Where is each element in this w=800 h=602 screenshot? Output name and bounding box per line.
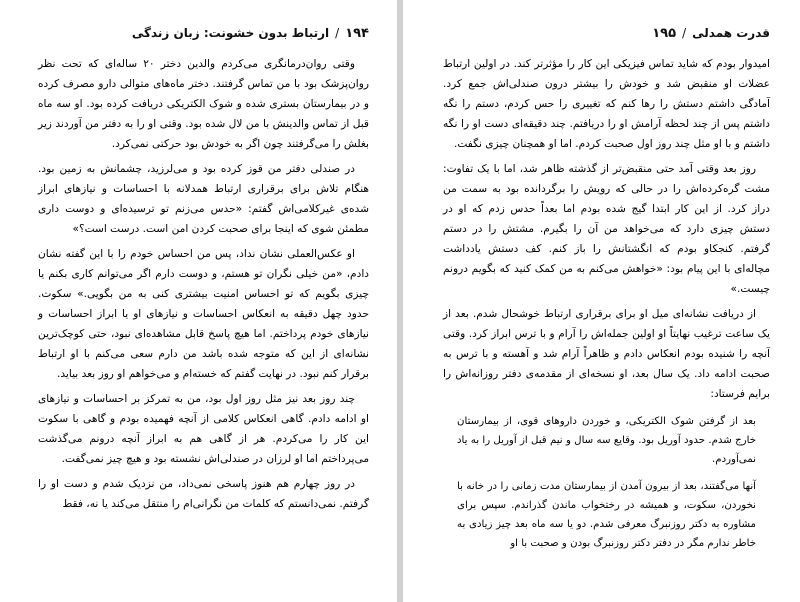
block-quote: بعد از گرفتن شوک الکتریکی، و خوردن داروهای قوی، از بیمارستان خارج شدم. حدود آوریل بود. وقایع سه سال و نیم قبل از آوریل را به یاد نمی‌آوردم. xyxy=(457,416,756,465)
page-header xyxy=(443,26,770,44)
page-number: ۱۹۵ xyxy=(652,26,677,41)
paragraph: روز بعد وقتی آمد حتی منقبض‌تر از گذشته ظاهر شد، اما با یک تفاوت: مشت گره‌کرده‌اش را در حالی که رویش را برگردانده بود به سمت من دراز کرد. از این کار ابتدا گیج شده بودم اما بعداً حدس زدم که او در دستش چیزی دارد که می‌خواهد من آن را بگیرم. مشتش را در دستم گرفتم. کنجکاو بودم که انگشتانش را باز کنم. کف دستش یادداشت مچاله‌ای با این پیام بود: «خواهش می‌کنم به من کمک کنید که بگویم درونم چیست.» xyxy=(443,163,770,295)
paragraph: وقتی روان‌درمانگری می‌کردم والدین دختر ۲۰ ساله‌ای که تحت نظر روان‌پزشک بود با من تماس گرفتند. دختر ماه‌های متوالی دارو مصرف کرده و در بیمارستان بستری شده و شوک الکتریکی دریافت کرده بود. او سه ماه قبل از تماس والدینش با من لال شده بود. وقتی او را به دفتر من آوردند زیر بغلش را می‌گرفتند چون اگر به خودش بود حرکتی نمی‌کرد. xyxy=(38,58,369,150)
paragraph: در صندلی دفتر من قوز کرده بود و می‌لرزید، چشمانش به زمین بود. هنگام تلاش برای برقراری ارتباط همدلانه با احساسات و نیازهای ابراز شده‌ی غیرکلامی‌اش گفتم: «حدس می‌زنم تو ترسیده‌ای و دوست داری مطمئن شوی که اینجا برای صحبت کردن امن است. درست است؟» xyxy=(38,163,369,235)
running-title: قدرت همدلی xyxy=(692,26,770,40)
page-number: ۱۹۴ xyxy=(345,26,369,41)
right-page xyxy=(403,0,800,602)
left-page xyxy=(0,0,397,602)
paragraph: چند روز بعد نیز مثل روز اول بود، من به تمرکز بر احساسات و نیازهای او ادامه دادم. گاهی انعکاس کلامی از آنچه فهمیده بودم و گاهی با سکوت این کار را می‌کردم. هر از گاهی هم به ابراز آنچه درونم می‌گذشت می‌پرداختم اما او لرزان در صندلی‌اش نشسته بود و هیچ چیز نمی‌گفت. xyxy=(38,393,369,465)
paragraph: از دریافت نشانه‌ای میل او برای برقراری ارتباط خوشحال شدم. بعد از یک ساعت ترغیب نهایتاً او اولین جمله‌اش را آرام و با ترس ابراز کرد. وقتی آنچه را شنیده بودم انعکاس دادم و ظاهراً آرام شد و آهسته و با ترس به صحبت ادامه داد. یک سال بعد، او نسخه‌ای از مقدمه‌ی دفتر روزانه‌اش را برایم فرستاد: xyxy=(443,308,770,400)
running-title: ارتباط بدون خشونت: زبان زندگی xyxy=(131,26,330,40)
body-text xyxy=(38,54,369,514)
paragraph: در روز چهارم هم هنوز پاسخی نمی‌داد، من نزدیک شدم و دست او را گرفتم. نمی‌دانستم که کلمات من نگرانی‌ام را منتقل می‌کند یا نه، فقط xyxy=(38,478,369,510)
page-header xyxy=(38,26,369,44)
paragraph: امیدوار بودم که شاید تماس فیزیکی این کار را مؤثرتر کند. در اولین ارتباط عضلات او منقبض شد و خودش را بیشتر درون صندلی‌اش جمع کرد. آمادگی داشتم دستش را رها کنم که تغییری را حس کردم، دستم را نگه داشتم پس از چند لحظه آرامش او را دریافتم. چند دقیقه‌ای دست او را نگه داشتم و با او مثل چند روز اول صحبت کردم. اما او همچنان چیزی نگفت. xyxy=(443,58,770,150)
block-quote: آنها می‌گفتند، بعد از بیرون آمدن از بیمارستان مدت زمانی را در خانه با نخوردن، سکوت، و همیشه در رختخواب ماندن گذراندم. سپس برای مشاوره به دکتر روزنبرگ معرفی شدم. دو یا سه ماه بعد چیز زیادی به خاطر ندارم مگر در دفتر دکتر روزنبرگ بودن و صحبت با او xyxy=(457,481,756,549)
header-separator: / xyxy=(335,26,340,40)
header-separator: / xyxy=(682,26,687,40)
body-text xyxy=(443,54,770,553)
paragraph: او عکس‌العملی نشان نداد، پس من احساس خودم را با این گفته نشان دادم، «من خیلی نگران تو هستم، و دوست دارم اگر می‌توانم کاری بکنم یا چیزی بگویم که تو احساس امنیت بیشتری کنی به من بگویی.» سکوت. حدود چهل دقیقه به انعکاس احساسات و نیازهای او یا ابراز احساسات و نیازهای خودم پرداختم. اما هیچ پاسخ قابل مشاهده‌ای نبود، حتی کوچک‌ترین نشانه‌ای از این که متوجه شده باشد من دارم سعی می‌کنم با او ارتباط برقرار کنم نبود. در نهایت گفتم که خسته‌ام و می‌خواهم او روز بعد بیاید. xyxy=(38,248,369,380)
